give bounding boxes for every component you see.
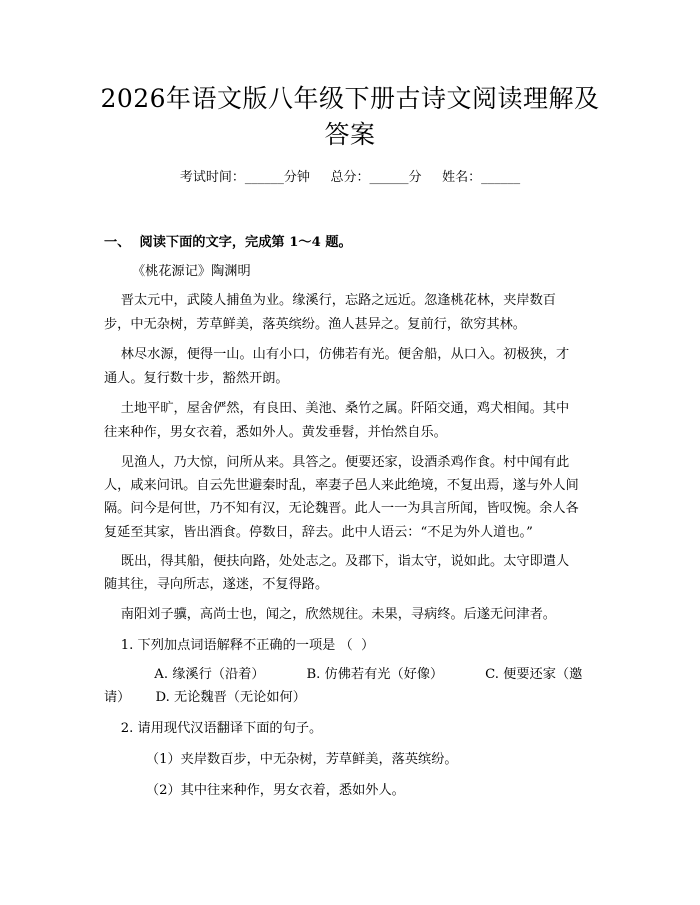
passage-source: 《桃花源记》陶渊明 [132, 264, 251, 279]
passage-line: 通人。复行数十步，豁然开朗。 [104, 371, 289, 386]
passage-line: 晋太元中，武陵人捕鱼为业。缘溪行，忘路之远近。忽逢桃花林，夹岸数百 [104, 293, 556, 308]
passage-line: 随其往，寻向所志，遂迷，不复得路。 [104, 577, 329, 592]
exam-info: 考试时间：______分钟 总分：______分 姓名：______ [179, 170, 521, 185]
document-title-line-2: 答案 [324, 120, 376, 149]
passage-line: 复延至其家，皆出酒食。停数日，辞去。此中人语云：“不足为外人道也。” [104, 525, 533, 540]
passage-line: 林尽水源，便得一山。山有小口，仿佛若有光。便舍船，从口入。初极狭，才 [104, 347, 570, 362]
question-1: 1. 下列加点词语解释不正确的一项是 （ ） [104, 638, 375, 653]
section-heading: 一、 阅读下面的文字，完成第 1～4 题。 [104, 235, 352, 250]
passage-line: 往来种作，男女衣着，悉如外人。黄发垂髫，并怡然自乐。 [104, 425, 447, 440]
passage-line: 土地平旷，屋舍俨然，有良田、美池、桑竹之属。阡陌交通，鸡犬相闻。其中 [104, 401, 570, 416]
question-1-options: A. 缘溪行（沿着） B. 仿佛若有光（好像） C. 便要还家（邀 [104, 667, 583, 682]
document-title-line-1: 2026年语文版八年级下册古诗文阅读理解及 [100, 84, 600, 113]
question-2-item-1: （1）夹岸数百步，中无杂树，芳草鲜美，落英缤纷。 [104, 752, 458, 767]
question-1-options-cont: 请） D. 无论魏晋（无论如何） [104, 690, 306, 705]
passage-line: 既出，得其船，便扶向路，处处志之。及郡下，诣太守，说如此。太守即遣人 [104, 554, 570, 569]
passage-line: 隔。问今是何世，乃不知有汉，无论魏晋。此人一一为具言所闻，皆叹惋。余人各 [104, 501, 579, 516]
question-2-item-2: （2）其中往来种作，男女衣着，悉如外人。 [104, 783, 405, 798]
passage-line: 步，中无杂树，芳草鲜美，落英缤纷。渔人甚异之。复前行，欲穷其林。 [104, 317, 526, 332]
passage-line: 南阳刘子骥，高尚士也，闻之，欣然规往。未果，寻病终。后遂无问津者。 [104, 607, 556, 622]
question-2: 2. 请用现代汉语翻译下面的句子。 [104, 721, 323, 736]
passage-line: 人，咸来问讯。自云先世避秦时乱，率妻子邑人来此绝境，不复出焉，遂与外人间 [104, 478, 579, 493]
passage-line: 见渔人，乃大惊，问所从来。具答之。便要还家，设酒杀鸡作食。村中闻有此 [104, 455, 570, 470]
